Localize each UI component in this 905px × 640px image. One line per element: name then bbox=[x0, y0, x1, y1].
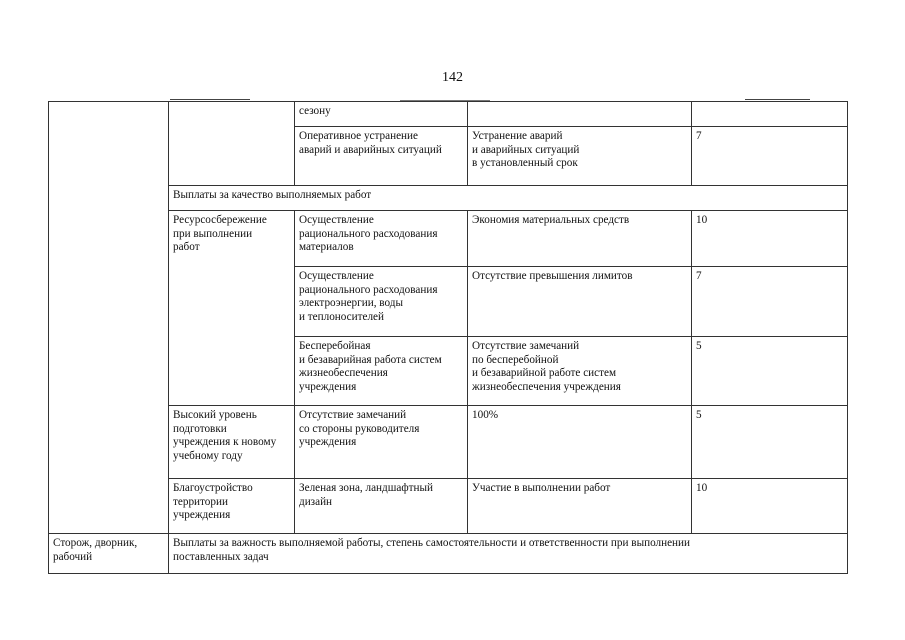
document-table bbox=[48, 101, 848, 574]
condition-cell bbox=[468, 102, 692, 127]
indicator-cell: Осуществление рационального расходования материалов bbox=[295, 211, 468, 267]
score-cell: 10 bbox=[692, 479, 848, 534]
scan-artifact-line bbox=[745, 99, 810, 100]
condition-cell: Устранение аварий и аварийных ситуаций в установленный срок bbox=[468, 127, 692, 186]
score-cell: 5 bbox=[692, 406, 848, 479]
page-number: 142 bbox=[442, 70, 463, 85]
score-cell bbox=[692, 102, 848, 127]
condition-cell: 100% bbox=[468, 406, 692, 479]
criteria-cell bbox=[169, 102, 295, 186]
table-row bbox=[49, 186, 848, 211]
criteria-cell: Благоустройство территории учреждения bbox=[169, 479, 295, 534]
table-row bbox=[49, 406, 848, 479]
condition-cell: Отсутствие замечаний по бесперебойной и безаварийной работе систем жизнеобеспечения учреждения bbox=[468, 337, 692, 406]
condition-cell: Участие в выполнении работ bbox=[468, 479, 692, 534]
table-row bbox=[49, 479, 848, 534]
condition-cell: Экономия материальных средств bbox=[468, 211, 692, 267]
score-cell: 10 bbox=[692, 211, 848, 267]
indicator-cell: Отсутствие замечаний со стороны руководителя учреждения bbox=[295, 406, 468, 479]
table-row bbox=[49, 534, 848, 574]
indicator-cell: Осуществление рационального расходования электроэнергии, воды и теплоносителей bbox=[295, 267, 468, 337]
score-cell: 5 bbox=[692, 337, 848, 406]
table-row bbox=[49, 211, 848, 267]
criteria-cell: Высокий уровень подготовки учреждения к новому учебному году bbox=[169, 406, 295, 479]
scan-artifact-line bbox=[170, 99, 250, 100]
indicator-cell: Оперативное устранение аварий и аварийных ситуаций bbox=[295, 127, 468, 186]
position-cell bbox=[49, 102, 169, 534]
indicator-cell: сезону bbox=[295, 102, 468, 127]
indicator-cell: Зеленая зона, ландшафтный дизайн bbox=[295, 479, 468, 534]
indicator-cell: Бесперебойная и безаварийная работа систем жизнеобеспечения учреждения bbox=[295, 337, 468, 406]
position-cell: Сторож, дворник, рабочий bbox=[49, 534, 169, 574]
criteria-cell: Ресурсосбережение при выполнении работ bbox=[169, 211, 295, 406]
score-cell: 7 bbox=[692, 127, 848, 186]
section-heading-cell: Выплаты за качество выполняемых работ bbox=[169, 186, 848, 211]
section-heading-cell: Выплаты за важность выполняемой работы, степень самостоятельности и ответственности при выполнении поставленных задач bbox=[169, 534, 848, 574]
condition-cell: Отсутствие превышения лимитов bbox=[468, 267, 692, 337]
score-cell: 7 bbox=[692, 267, 848, 337]
table-row bbox=[49, 102, 848, 127]
